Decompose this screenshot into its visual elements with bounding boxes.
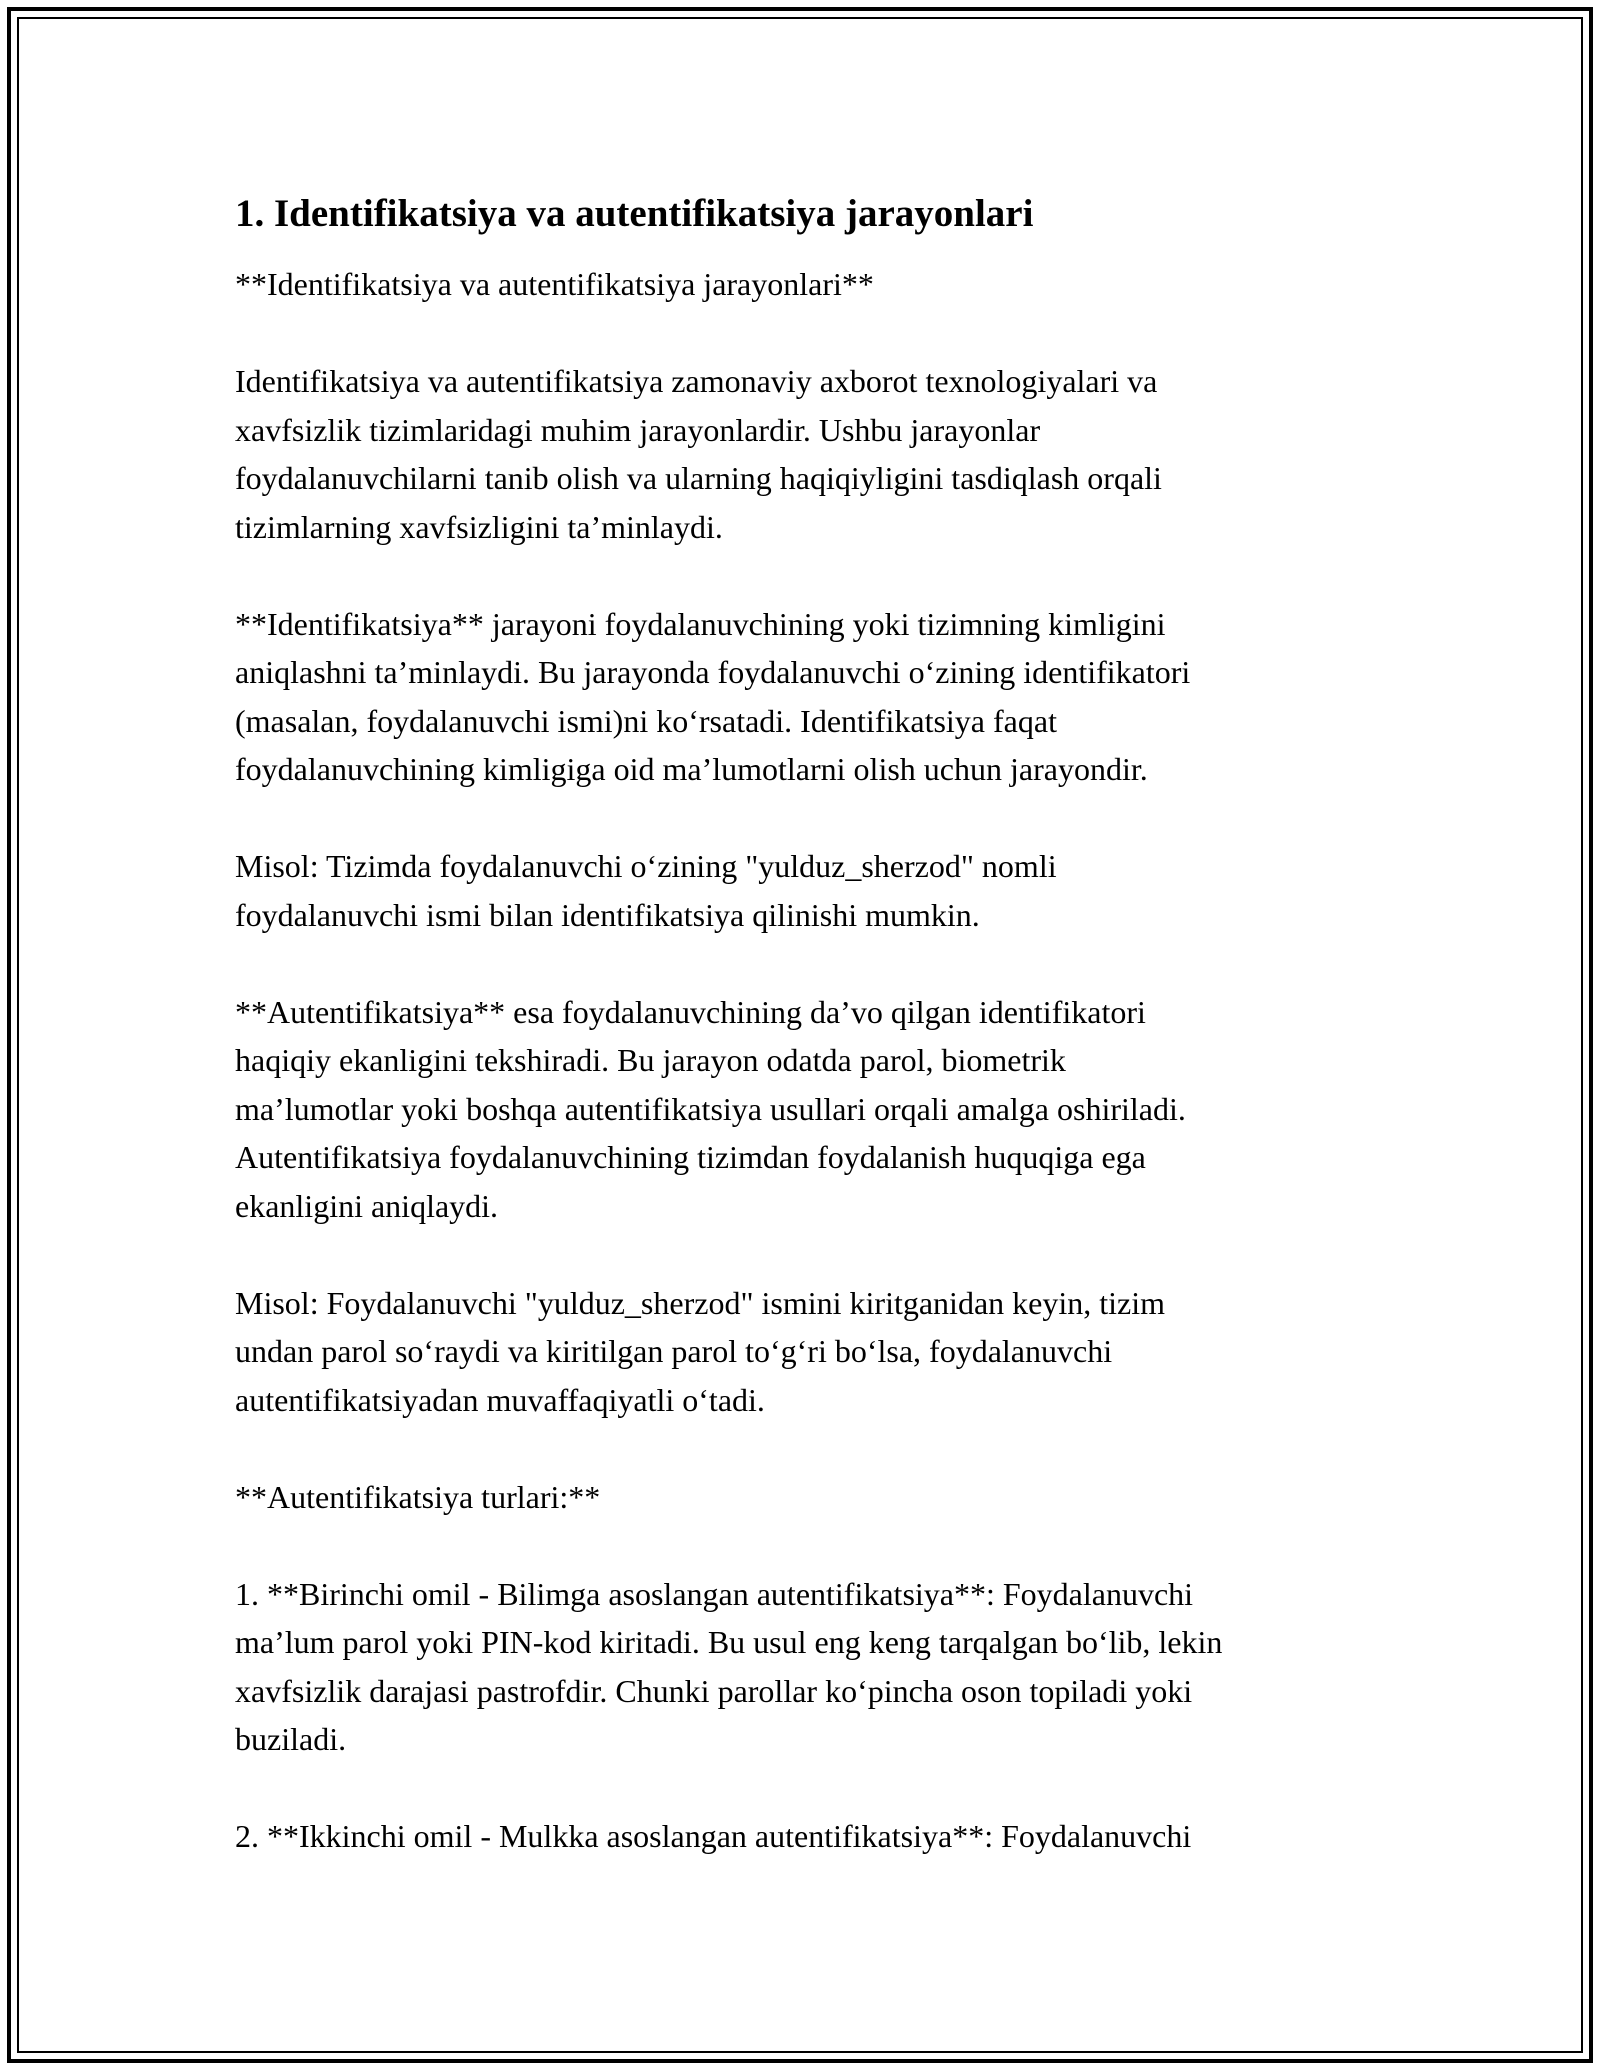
text-line: 2. **Ikkinchi omil - Mulkka asoslangan autentifikatsiya**: Foydalanuvchi bbox=[235, 1818, 1192, 1854]
text-line: **Identifikatsiya va autentifikatsiya jarayonlari** bbox=[235, 266, 874, 302]
paragraph-gap bbox=[235, 551, 1415, 600]
text-line: xavfsizlik tizimlaridagi muhim jarayonlardir. Ushbu jarayonlar bbox=[235, 411, 1041, 448]
paragraph-gap bbox=[235, 1424, 1415, 1473]
paragraph-gap bbox=[235, 939, 1415, 988]
text-line: **Autentifikatsiya turlari:** bbox=[235, 1478, 601, 1515]
paragraph-list bbox=[235, 260, 1415, 1861]
paragraph-gap bbox=[235, 1764, 1415, 1813]
paragraph bbox=[235, 1279, 1415, 1425]
text-line: 1. **Birinchi omil - Bilimga asoslangan autentifikatsiya**: Foydalanuvchi bbox=[235, 1575, 1194, 1612]
text-line: foydalanuvchilarni tanib olish va ularning haqiqiyligini tasdiqlash orqali bbox=[235, 460, 1162, 496]
text-line: ma’lum parol yoki PIN-kod kiritadi. Bu usul eng keng tarqalgan bo‘lib, lekin bbox=[235, 1624, 1223, 1660]
paragraph-gap bbox=[235, 1230, 1415, 1279]
paragraph bbox=[235, 357, 1415, 551]
text-line: xavfsizlik darajasi pastrofdir. Chunki parollar ko‘pincha oson topiladi yoki bbox=[235, 1672, 1193, 1709]
paragraph-gap bbox=[235, 1521, 1415, 1570]
paragraph bbox=[235, 1812, 1415, 1861]
paragraph-gap bbox=[235, 794, 1415, 843]
text-line: Identifikatsiya va autentifikatsiya zamonaviy axborot texnologiyalari va bbox=[235, 363, 1158, 399]
text-line: tizimlarning xavfsizligini ta’minlaydi. bbox=[235, 508, 723, 545]
document-body bbox=[235, 188, 1415, 1861]
text-line: foydalanuvchi ismi bilan identifikatsiya qilinishi mumkin. bbox=[235, 896, 980, 933]
paragraph bbox=[235, 260, 1415, 309]
text-line: autentifikatsiyadan muvaffaqiyatli o‘tadi. bbox=[235, 1381, 765, 1418]
paragraph bbox=[235, 600, 1415, 794]
text-line: Misol: Foydalanuvchi "yulduz_sherzod" ismini kiritganidan keyin, tizim bbox=[235, 1284, 1165, 1321]
paragraph-gap bbox=[235, 309, 1415, 358]
text-line: foydalanuvchining kimligiga oid ma’lumotlarni olish uchun jarayondir. bbox=[235, 751, 1148, 787]
text-line: ma’lumotlar yoki boshqa autentifikatsiya usullari orqali amalga oshiriladi. bbox=[235, 1090, 1186, 1127]
text-line: undan parol so‘raydi va kiritilgan parol to‘g‘ri bo‘lsa, foydalanuvchi bbox=[235, 1333, 1113, 1369]
text-line: Autentifikatsiya foydalanuvchining tizimdan foydalanish huquqiga ega bbox=[235, 1139, 1146, 1175]
text-line: (masalan, foydalanuvchi ismi)ni ko‘rsatadi. Identifikatsiya faqat bbox=[235, 702, 1057, 739]
text-line: haqiqiy ekanligini tekshiradi. Bu jarayon odatda parol, biometrik bbox=[235, 1042, 1066, 1078]
text-line: **Autentifikatsiya** esa foydalanuvchining da’vo qilgan identifikatori bbox=[235, 993, 1146, 1030]
paragraph bbox=[235, 842, 1415, 939]
text-line: **Identifikatsiya** jarayoni foydalanuvchining yoki tizimning kimligini bbox=[235, 605, 1166, 642]
text-line: ekanligini aniqlaydi. bbox=[235, 1187, 499, 1224]
paragraph bbox=[235, 988, 1415, 1231]
text-line: aniqlashni ta’minlaydi. Bu jarayonda foydalanuvchi o‘zining identifikatori bbox=[235, 654, 1191, 690]
paragraph bbox=[235, 1473, 1415, 1522]
paragraph bbox=[235, 1570, 1415, 1764]
document-title: 1. Identifikatsiya va autentifikatsiya jarayonlari bbox=[235, 192, 1034, 235]
text-line: buziladi. bbox=[235, 1721, 347, 1757]
text-line: Misol: Tizimda foydalanuvchi o‘zining "yulduz_sherzod" nomli bbox=[235, 848, 1057, 884]
